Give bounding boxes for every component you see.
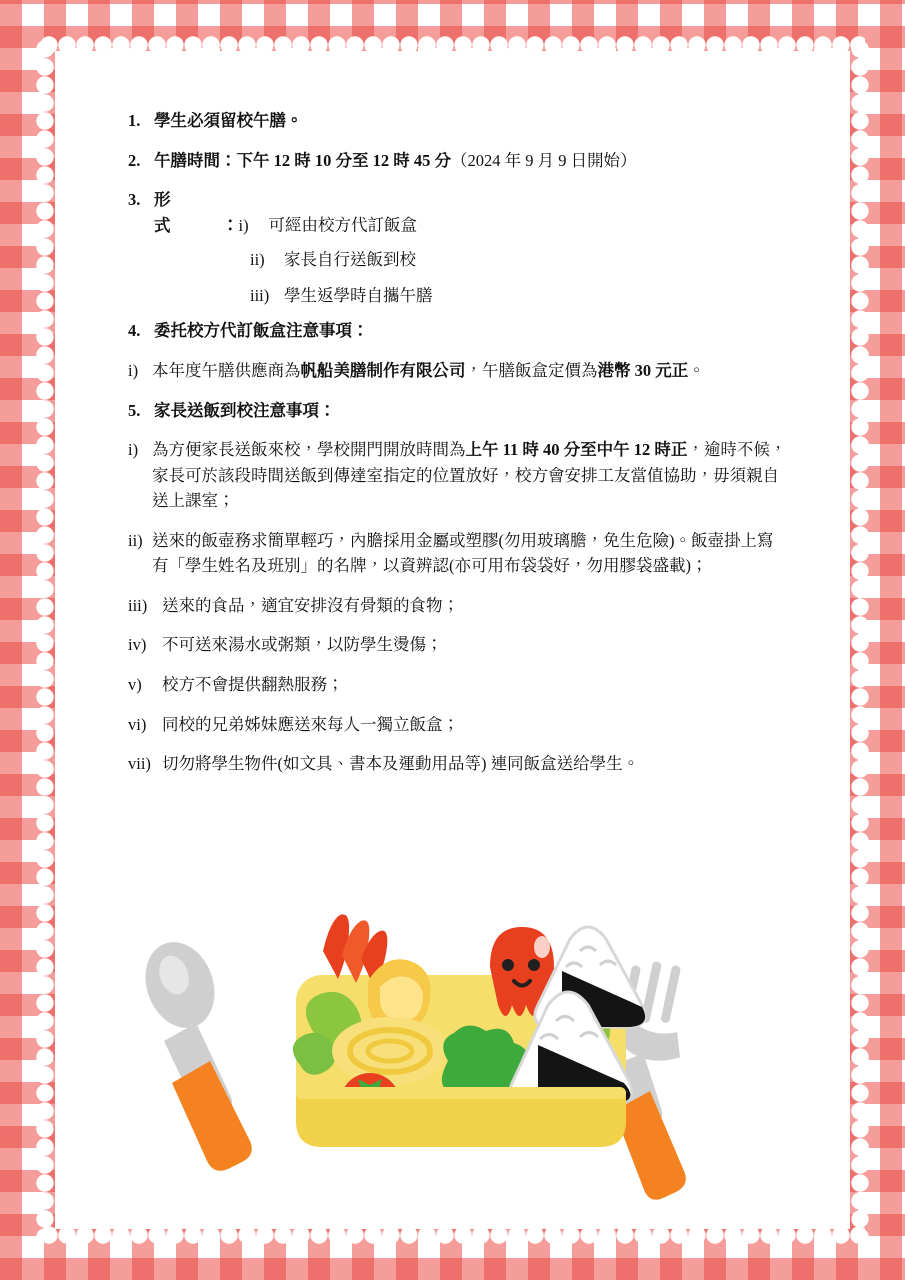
sub-option-item (128, 247, 788, 273)
list-text: 送來的飯壺務求簡單輕巧，內膽採用金屬或塑膠(勿用玻璃膽，免生危險)。飯壺掛上寫有「學生姓名及班別」的名牌，以資辨認(亦可用布袋袋好，勿用膠袋盛載)； (152, 530, 774, 576)
option-marker: iii) (250, 285, 270, 305)
form-colon: ： (222, 215, 239, 235)
supplier-name: 帆船美膳制作有限公司 (300, 360, 466, 380)
list-text: 不可送來湯水或粥類，以防學生燙傷； (162, 635, 443, 655)
list-marker: 2. (128, 150, 141, 170)
spoon-icon (134, 932, 252, 1170)
list-item (128, 318, 788, 344)
lunch-time-start-note: （2024 年 9 月 9 日開始） (451, 150, 637, 170)
option-text: 學生返學時自攜午膳 (284, 285, 433, 305)
price-suffix: 。 (688, 360, 705, 380)
option-text: 家長自行送飯到校 (284, 250, 416, 270)
sub-option-item (128, 283, 788, 309)
list-item (128, 672, 788, 698)
scallop-edge-top (40, 36, 865, 54)
price-prefix: ，午膳飯盒定價為 (465, 360, 598, 380)
list-item (128, 187, 788, 238)
list-marker: ii) (128, 530, 143, 550)
list-marker: iii) (128, 595, 148, 615)
list-text: 學生必須留校午膳。 (154, 111, 303, 130)
list-marker: vi) (128, 714, 147, 734)
list-marker: 5. (128, 400, 141, 420)
option-marker: i) (238, 215, 249, 235)
price-amount: 港幣 30 元正 (597, 360, 689, 380)
list-text (154, 187, 788, 238)
list-text (154, 148, 788, 174)
option-marker: ii) (250, 250, 265, 270)
list-text: 送來的食品，適宜安排沒有骨類的食物； (162, 595, 459, 615)
list-marker: 4. (128, 321, 141, 341)
gate-time-prefix: 為方便家長送飯來校，學校開門開放時間為 (152, 440, 466, 460)
list-text: 切勿將學生物件(如文具、書本及運動用品等) 連同飯盒送给學生。 (162, 754, 640, 774)
bento-box (293, 914, 645, 1147)
supplier-prefix: 本年度午膳供應商為 (152, 360, 301, 380)
list-text (152, 437, 788, 514)
list-text: 校方不會提供翻熱服務； (162, 675, 344, 694)
list-marker: v) (128, 675, 142, 694)
bento-lunchbox-illustration (118, 855, 798, 1215)
scallop-edge-bottom (40, 1226, 865, 1244)
list-item (128, 398, 788, 424)
list-item (128, 148, 788, 174)
list-item (128, 108, 788, 134)
list-item (128, 528, 788, 579)
list-marker: 3. (128, 190, 141, 210)
list-marker: iv) (128, 635, 147, 655)
list-text (152, 358, 788, 384)
list-marker: i) (128, 360, 139, 380)
gate-time-suffix: ，逾時不候，家長可於該段時間送飯到傳達室指定的位置放好，校方會安排工友當值協助，毋須親自送上課室； (152, 440, 787, 511)
list-text: 同校的兄弟姊妹應送來每人一獨立飯盒； (162, 714, 459, 734)
list-marker: 1. (128, 111, 141, 130)
list-marker: i) (128, 440, 139, 460)
list-item (128, 632, 788, 658)
list-text: 委托校方代訂飯盒注意事項： (154, 321, 369, 341)
gate-time-range: 上午 11 時 40 分至中午 12 時正 (465, 440, 688, 460)
document-body (128, 108, 788, 791)
form-type-label: 形 式 (154, 190, 229, 235)
option-text: 可經由校方代訂飯盒 (268, 215, 417, 235)
list-marker: vii) (128, 754, 151, 774)
list-text: 家長送飯到校注意事項： (154, 400, 336, 420)
list-item (128, 751, 788, 777)
scallop-edge-right (851, 40, 869, 1240)
list-item (128, 593, 788, 619)
list-item (128, 358, 788, 384)
pasta-swirl (332, 1017, 448, 1085)
list-item (128, 437, 788, 514)
scallop-edge-left (36, 40, 54, 1240)
list-item (128, 712, 788, 738)
lunch-time-main: 午膳時間：下午 12 時 10 分至 12 時 45 分 (154, 150, 451, 170)
